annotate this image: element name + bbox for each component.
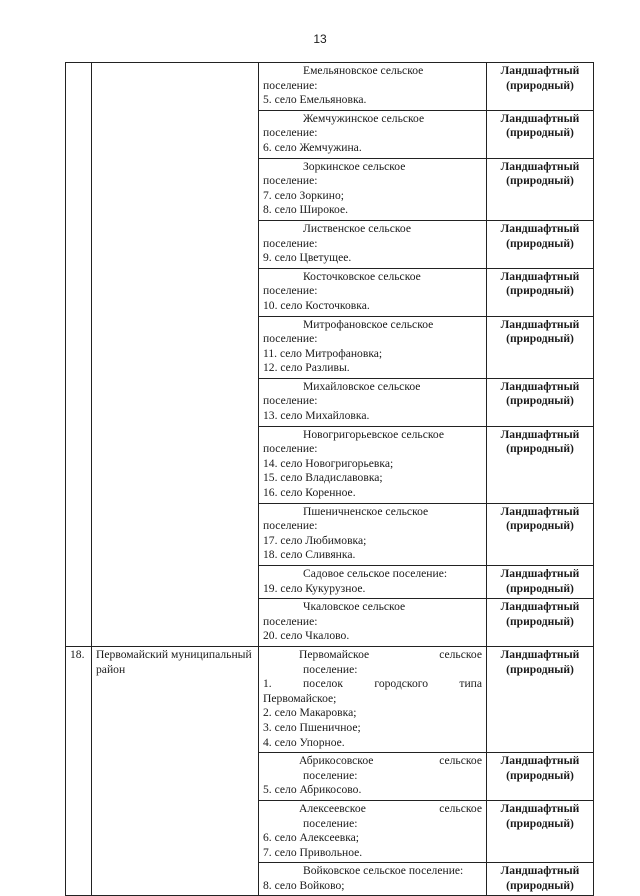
type-label: Ландшафтный <box>500 111 580 125</box>
settlement-suffix: поселение: <box>263 614 318 628</box>
settlement-cell <box>259 646 487 752</box>
village-item: 14. село Новогригорьевка; <box>263 456 394 470</box>
village-item: 16. село Коренное. <box>263 486 356 500</box>
settlement-name: Пшеничненское сельское <box>303 504 429 518</box>
settlement-cell <box>259 566 487 599</box>
type-label: Ландшафтный <box>500 801 580 815</box>
settlement-cell <box>259 158 487 220</box>
type-sublabel: (природный) <box>506 332 574 346</box>
row-number: 18. <box>66 646 92 896</box>
settlements-table <box>65 62 594 896</box>
village-item: 5. село Абрикосово. <box>263 783 362 797</box>
settlement-name: Митрофановское сельское <box>303 317 434 331</box>
village-item: 6. село Жемчужина. <box>263 140 362 154</box>
type-cell <box>487 426 594 503</box>
type-sublabel: (природный) <box>506 519 574 533</box>
table-row <box>66 63 594 111</box>
type-sublabel: (природный) <box>506 442 574 456</box>
type-cell <box>487 503 594 565</box>
page-number: 13 <box>313 32 327 46</box>
type-sublabel: (природный) <box>506 614 574 628</box>
village-item: 9. село Цветущее. <box>263 251 352 265</box>
type-label: Ландшафтный <box>500 864 580 878</box>
settlement-cell <box>259 753 487 801</box>
type-sublabel: (природный) <box>506 284 574 298</box>
type-sublabel: (природный) <box>506 662 574 676</box>
type-label: Ландшафтный <box>500 754 580 768</box>
settlement-suffix: поселение: <box>263 126 318 140</box>
village-item: 18. село Сливянка. <box>263 548 356 562</box>
village-item: 17. село Любимовка; <box>263 533 367 547</box>
village-item: 2. село Макаровка; <box>263 706 357 720</box>
type-label: Ландшафтный <box>500 427 580 441</box>
settlement-cell <box>259 863 487 896</box>
settlement-name: Алексеевское сельское <box>299 801 482 815</box>
type-cell <box>487 378 594 426</box>
type-label: Ландшафтный <box>500 269 580 283</box>
settlement-suffix: поселение: <box>263 284 318 298</box>
settlement-suffix: поселение: <box>303 768 358 782</box>
type-sublabel: (природный) <box>506 768 574 782</box>
settlement-cell <box>259 316 487 378</box>
village-item: 4. село Упорное. <box>263 735 345 749</box>
settlement-suffix: поселение: <box>303 816 358 830</box>
type-label: Ландшафтный <box>500 64 580 77</box>
settlement-suffix: поселение: <box>263 174 318 188</box>
type-cell <box>487 599 594 647</box>
type-sublabel: (природный) <box>506 174 574 188</box>
type-label: Ландшафтный <box>500 379 580 393</box>
village-item: 13. село Михайловка. <box>263 409 370 423</box>
settlement-name: Емельяновское сельское <box>303 64 424 77</box>
settlement-cell <box>259 800 487 862</box>
type-cell <box>487 753 594 801</box>
settlement-name: Чкаловское сельское <box>303 600 406 614</box>
settlement-suffix: поселение: <box>263 519 318 533</box>
village-item: 7. село Привольное. <box>263 845 363 859</box>
type-cell <box>487 566 594 599</box>
settlement-name: Жемчужинское сельское <box>303 111 425 125</box>
settlement-suffix: поселение: <box>263 332 318 346</box>
settlement-name: Новогригорьевское сельское <box>303 427 444 441</box>
settlement-cell <box>259 426 487 503</box>
type-label: Ландшафтный <box>500 647 580 661</box>
village-item: 12. село Разливы. <box>263 361 350 375</box>
settlement-cell <box>259 63 487 111</box>
type-sublabel: (природный) <box>506 394 574 408</box>
type-label: Ландшафтный <box>500 317 580 331</box>
type-sublabel: (природный) <box>506 78 574 92</box>
row-number <box>66 63 92 647</box>
settlement-suffix: поселение: <box>263 394 318 408</box>
village-item: 11. село Митрофановка; <box>263 346 383 360</box>
type-label: Ландшафтный <box>500 567 580 580</box>
settlement-suffix: поселение: <box>263 78 318 92</box>
type-label: Ландшафтный <box>500 504 580 518</box>
type-sublabel: (природный) <box>506 126 574 140</box>
village-item: 7. село Зоркино; <box>263 188 344 202</box>
type-sublabel: (природный) <box>506 816 574 830</box>
village-item: 6. село Алексеевка; <box>263 831 360 845</box>
settlement-suffix: поселение: <box>263 442 318 456</box>
settlement-cell <box>259 110 487 158</box>
village-item: 15. село Владиславовка; <box>263 471 383 485</box>
type-cell <box>487 268 594 316</box>
village-item: 1. поселок городского типа <box>263 677 482 691</box>
type-sublabel: (природный) <box>506 878 574 892</box>
district-name: Первомайский муниципальный район <box>92 646 259 896</box>
type-cell <box>487 220 594 268</box>
settlement-name: Садовое сельское поселение: <box>303 567 448 580</box>
settlement-cell <box>259 220 487 268</box>
settlement-name: Войковское сельское поселение: <box>303 864 464 878</box>
type-label: Ландшафтный <box>500 159 580 173</box>
village-item: 19. село Кукурузное. <box>263 581 366 595</box>
village-item: 20. село Чкалово. <box>263 629 350 643</box>
type-cell <box>487 863 594 896</box>
settlement-cell <box>259 599 487 647</box>
type-label: Ландшафтный <box>500 221 580 235</box>
village-item: 8. село Широкое. <box>263 203 349 217</box>
settlement-name: Зоркинское сельское <box>303 159 406 173</box>
settlement-name: Лиственское сельское <box>303 221 411 235</box>
settlement-name: Михайловское сельское <box>303 379 421 393</box>
settlement-cell <box>259 378 487 426</box>
settlement-name: Косточковское сельское <box>303 269 421 283</box>
type-cell <box>487 158 594 220</box>
settlement-cell <box>259 268 487 316</box>
village-item: 3. село Пшеничное; <box>263 720 361 734</box>
village-item: 10. село Косточковка. <box>263 298 370 312</box>
settlement-cell <box>259 503 487 565</box>
type-cell <box>487 800 594 862</box>
village-item: 8. село Войково; <box>263 878 345 892</box>
district-name <box>92 63 259 647</box>
type-sublabel: (природный) <box>506 236 574 250</box>
type-cell <box>487 646 594 752</box>
settlement-name: Абрикосовское сельское <box>299 754 482 768</box>
settlement-name: Первомайское сельское <box>299 647 482 661</box>
type-cell <box>487 110 594 158</box>
type-cell <box>487 316 594 378</box>
settlement-suffix: поселение: <box>303 662 358 676</box>
village-item: 5. село Емельяновка. <box>263 93 367 107</box>
type-label: Ландшафтный <box>500 600 580 614</box>
settlement-suffix: поселение: <box>263 236 318 250</box>
table-row <box>66 646 594 752</box>
type-sublabel: (природный) <box>506 581 574 595</box>
village-item: Первомайское; <box>263 691 337 705</box>
type-cell <box>487 63 594 111</box>
